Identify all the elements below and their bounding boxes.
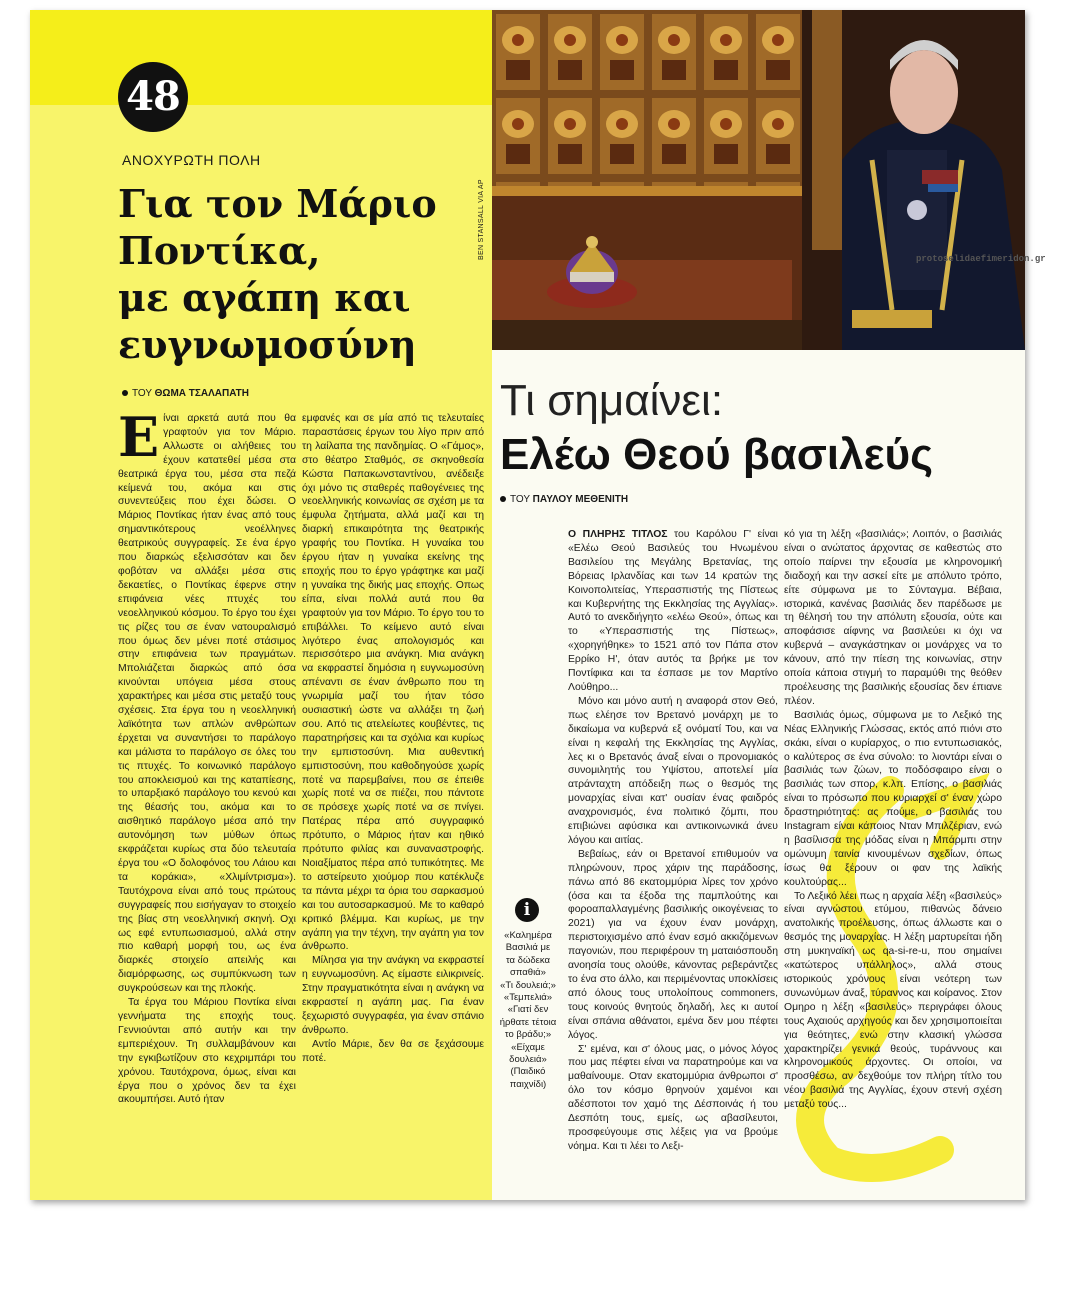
headline-line: ευγνωμοσύνη — [118, 322, 417, 367]
watermark: protoselidaefimeridon.gr — [916, 254, 1046, 264]
paragraph: Βασιλιάς όμως, σύμφωνα με το Λεξικό της Νέας Ελληνικής Γλώσσας, εκτός από πιόνι στο σκάκι, είναι ο κυρίαρχος, ο πιο εντυπωσιακός, ο καλύτερος σε ένα σύνολο: το λιοντάρι είναι ο βασιλιάς των ζώων, το ποδόσφαιρο είναι ο βασιλιάς των σπορ, κ.λπ. Επίσης, ο βασιλιάς είναι το πρόσωπο που κυριαρχεί σ' έναν χώρο δραστηριότητας: ας πούμε, ο βασιλιάς του Instagram είναι κάποιος Νταν Μπιλζέριαν, ενώ η βασίλισσα της μόδας είναι η Μπάρμπι στην ομώνυμη ταινία κινουμένων σχεδίων, όπως ίσως θα ξέρουν οι φαν της λαϊκής κουλτούρας... — [784, 709, 1002, 888]
article1-headline — [118, 180, 488, 368]
article2-headline-line2: Ελέω Θεού βασιλεύς — [500, 430, 933, 479]
paragraph: Βεβαίως, εάν οι Βρετανοί επιθυμούν να πληρώνουν, προς χάριν της παράδοσης, πάνω από 86 εκατομμύρια λίρες τον χρόνο (όσα και τα έξοδα της παμπλούτης και φοροαπαλλαγμένης βασιλικής οικογένειας το 2021) για να έχουν έναν μονάρχη, περιστοιχισμένο από έναν εσμό ακκιζόμενων παγονιών, που περιφέρουν τη ματαιόσπουδη ανοησία τους ολούθε, κάνοντας ρεβεράντζες το ένα στο άλλο, και περιμένοντας υποκλίσεις από όλους τους υπολοίπους commoners, τους κοινούς θνητούς δηλαδή, λες κι αυτοί είναι σπάνια αθάνατοι, εμένα δεν μου πέφτει λόγος. — [568, 848, 778, 1041]
paragraph: Σ' εμένα, και σ' όλους μας, ο μόνος λόγος που μας πέφτει είναι να παρατηρούμε και να μαθαίνουμε. Οταν εκατομμύρια άνθρωποι σ' όλο τον κόσμο θρηνούν χαμένοι και αδέσποτοι τον χαμό της Δέσποινάς ή του Δεσπότη τους, εμείς, ως αβασίλευτοι, προσφεύγουμε στις λέξεις για να βρούμε νόημα. Και τι λέει το Λεξι- — [568, 1043, 778, 1152]
article2-byline — [500, 494, 628, 505]
section-label: ΑΝΟΧΥΡΩΤΗ ΠΟΛΗ — [122, 152, 261, 168]
article2-headline-line1: Τι σημαίνει: — [500, 376, 724, 425]
paragraph: Ο ΠΛΗΡΗΣ ΤΙΤΛΟΣ του Καρόλου Γ' είναι «Ελέω Θεού Βασιλεύς του Ηνωμένου Βασιλείου της Μεγάλης Βρετανίας, της Βόρειας Ιρλανδίας και των 14 κρατών της Κοινοπολιτείας, Υπερασπιστής της Πίστεως και Κυβερνήτης της Εκκλησίας της Αγγλίας». Αυτό το ανεκδιήγητο «ελέω Θεού», όπως και το «Υπερασπιστής της Πίστεως», «χορηγήθηκε» το 1521 από τον Πάπα στον Ερρίκο Η', όταν αυτός τα βρήκε με τον Ποντίφικα και τα έσπασε με τον Μαρτίνο Λούθηρο... — [568, 529, 778, 693]
newspaper-page — [30, 10, 1046, 1200]
byline-prefix: ΤΟΥ — [510, 494, 530, 505]
byline-author: ΠΑΥΛΟΥ ΜΕΘΕΝΙΤΗ — [532, 494, 629, 505]
headline-line: με αγάπη και — [118, 275, 411, 320]
paragraph: Μόνο και μόνο αυτή η αναφορά στον Θεό, πως ελέησε τον Βρετανό μονάρχη με το δικαίωμα να κυβερνά εξ ονόματί Του, και να είναι η κεφαλή της Εκκλησίας της Αγγλίας, λες κι ο Βρετανός άναξ είναι ο προνομιακός συνομιλητής του Υψίστου, αποτελεί μία ατράνταχτη απόδειξη πως ο θεσμός της μοναρχίας είναι κατ' ουσίαν ένας φαιδρός αναχρονισμός, ένα πολιτικό ζόμπι, που επιβιώνει αφύσικα και αντικοινωνικά άνευ λόγου και αιτίας. — [568, 695, 778, 846]
article1-column-1 — [118, 405, 296, 1107]
headline-line: Για τον Μάριο — [118, 181, 437, 226]
paragraph: Μίλησα για την ανάγκη να εκφραστεί η ευγνωμοσύνη. Ας είμαστε ειλικρινείς. Στην πραγματικότητα είναι η ανάγκη να εκφραστεί η αγάπη μας. Για έναν ξεχωριστό συγγραφέα, για έναν σπάνιο άνθρωπο. — [302, 955, 484, 1036]
paragraph: Τα έργα του Μάριου Ποντίκα είναι γεννήματα της εποχής τους. Γεννιούνται από αυτήν και την εμπεριέχουν. Τη συλλαμβάνουν και την εγκιβωτίζουν στο κεχριμπάρι του χρόνου. Ταυτόχρονα, όμως, είναι και έργα που ο χρόνος δεν τα έχει ακουμπήσει. Αυτό ήταν — [118, 997, 296, 1106]
info-icon: i — [515, 898, 539, 922]
photo-credit: BEN STANSALL VIA AP — [478, 179, 485, 260]
article1-column-2 — [302, 412, 484, 1066]
byline-prefix: ΤΟΥ — [132, 388, 152, 399]
byline-author: ΘΩΜΑ ΤΣΑΛΑΠΑΤΗ — [154, 388, 249, 399]
photo-illustration — [492, 10, 1025, 350]
lead-caps: Ο ΠΛΗΡΗΣ ΤΙΤΛΟΣ — [568, 529, 668, 540]
headline-line: Ποντίκα, — [118, 228, 321, 273]
page-number-badge: 48 — [118, 62, 188, 132]
article2-column-2 — [784, 528, 1002, 1112]
paragraph: κό για τη λέξη «βασιλιάς»; Λοιπόν, ο βασιλιάς είναι ο ανώτατος άρχοντας σε καθεστώς στο οποίο παίρνει την εξουσία με κληρονομική διαδοχή και την ασκεί είτε με απόλυτο τρόπο, είτε σύμφωνα με το Σύνταγμα. Βέβαια, ιστορικά, κανένας βασιλιάς δεν παρέδωσε με τη θέλησή του την απόλυτη εξουσία, ούτε και αποφάσισε αίφνης να βασιλεύει κι όχι να κυβερνά – αναγκάστηκαν οι μονάρχες να το κάνουν, από την πίεση της κοινωνίας, στην οποία κάποια στιγμή το παραμύθι της θεόθεν προέλευσης της βασιλικής εξουσίας δεν έπιανε πλέον. — [784, 529, 1002, 707]
paragraph: Αντίο Μάριε, δεν θα σε ξεχάσουμε ποτέ. — [302, 1038, 484, 1064]
paragraph: Είναι αρκετά αυτά που θα γραφτούν για τον Μάριο. Αλλωστε οι αλήθειες του έχουν κατατεθεί μέσα στα θεατρικά έργα του, μέσα στα πεζά κείμενά του, ακόμα και στις συνεντεύξεις που έχει δώσει. Ο Μάριος Ποντίκας ήταν ένας από τους σημαντικότερους νεοέλληνες θεατρικούς συγγραφείς. Σε ένα έργο που διαρκώς εξελισσόταν και δεν φοβόταν να αλλάξει μέσα στις δεκαετίες, ο Ποντίκας έφερνε στην επιφάνεια νέες πτυχές του νεοελληνικού κόσμου. Το έργο του έχει τις ρίζες του σε έναν νατουραλισμό που όμως δεν μένει ποτέ στάσιμος στην επιφάνεια των πραγμάτων. Μπολιάζεται διαρκώς από όσα κινούνται υπόγεια μέσα στους χαρακτήρες και μέσα στις μεταξύ τους σχέσεις. Στα έργα του η νεοελληνική λαϊκότητα των απλών ανθρώπων έρχεται να συναντήσει το παράλογο και μάλιστα το παράλογο σε όλες του τις πτυχές. Το κοινωνικό παράλογο του αποκλεισμού και της καταπίεσης, το υπαρξιακό παράλογο του κενού και της θέασής του, ακόμα και το αισθητικό παράλογο μέσα από την αυτονόμηση των μύθων όπως εκφράζεται κυρίως στα δύο τελευταία έργα του «Ο δολοφόνος του Λάιου και τα κοράκια», «Χλιμίντρισμα»). Ταυτόχρονα είναι από τους πρώτους συγγραφείς που εισήγαγαν το στοιχείο της βίας στη νεοελληνική σκηνή. Οχι ως εφέ εντυπωσιασμού, αλλά στην πιο καθαρή μορφή του, ως ένα διαρκές στοιχείο απειλής και διαμόρφωσης, ως συμπύκνωση των συγκρούσεων και της πλοκής. — [118, 405, 296, 995]
info-box: «Καλημέρα Βασιλιά με τα δώδεκα σπαθιά» «Τι δουλειά;» «Τεμπελιά» «Γιατί δεν ήρθατε τέτοια το βράδυ;» «Είχαμε δουλειά» (Παιδικό παιχνίδι) — [499, 930, 557, 1090]
bullet-icon — [500, 496, 506, 502]
king-charles-photo — [492, 10, 1025, 350]
article1-byline — [122, 388, 249, 399]
article2-column-1 — [568, 528, 778, 1154]
top-yellow-band — [30, 10, 492, 105]
bullet-icon — [122, 390, 128, 396]
drop-cap: Ε — [118, 405, 160, 469]
paragraph: εμφανές και σε μία από τις τελευταίες παραστάσεις έργων του λίγο πριν από τη λαίλαπα της πανδημίας. Ο «Γάμος», στο θέατρο Σταθμός, σε σκηνοθεσία Κώστα Παπακωνσταντίνου, ανέδειξε όχι μόνο τις σταθερές παθογένειες της νεοελληνικής κοινωνίας σε σχέση με τα έμφυλα ζητήματα, αλλά μαζί και τη διαρκή επικαιρότητα της θεατρικής γραφής του Ποντίκα. Η γυναίκα του έργου ήταν η γυναίκα εκείνης της εποχής που το έργο γράφτηκε και μαζί η γυναίκα της δικής μας εποχής. Οπως είπα, είναι πολλά αυτά που θα γραφτούν για τον Μάριο. Το έργο του το επιβάλλει. Το κείμενο αυτό είναι λιγότερο ένας απολογισμός και περισσότερο μια ανάγκη. Μια ανάγκη να εκφραστεί δημόσια η ευγνωμοσύνη απέναντι σε έναν άνθρωπο που τη γνωριμία μαζί του ήταν τόσο ουσιαστική ώστε να αλλάξει τη ζωή σου. Από τις ατελείωτες κουβέντες, τις παρατηρήσεις και τα σχόλια και κυρίως την εμπιστοσύνη. Μια αυθεντική εμπιστοσύνη, που καθοδηγούσε χωρίς ποτέ να παρεμβαίνει, που σε έπειθε χωρίς ποτέ να σε πιέζει, που πάντοτε σε πρόσεχε χωρίς ποτέ να σε πνίγει. Πατέρας πέρα από συγγραφικό πρότυπο, ο Μάριος ήταν και ηθικό πρότυπο φιλίας και συναναστροφής. Νοιαξίματος πέρα από τυπικότητες. Με το αστείρευτο χιούμορ που κατέκλυζε τα πάντα μέχρι τα όρια του σαρκασμού και του αυτοσαρκασμού. Με το καθαρό κριτικό βλέμμα. Και κυρίως, με την αγάπη για την τέχνη, την αγάπη για τον άνθρωπο. — [302, 413, 484, 953]
paragraph: Το Λεξικό λέει πως η αρχαία λέξη «βασιλεύς» είναι αγνώστου ετύμου, πιθανώς δάνειο ανατολικής προέλευσης, όπως άλλωστε και ο θεσμός της μοναρχίας. Η λέξη μαρτυρείται ήδη στη μυκηναϊκή ως qa-si-re-u, που σημαίνει «κατώτερος υπάλληλος», αλλά στους ιστορικούς χρόνους είναι νεότερη των συνωνύμων άναξ, τύραννος και κοίρανος. Στον Ομηρο η λέξη «βασιλεύς» περιγράφει όλους τους Αχαιούς αρχηγούς και δεν χρησιμοποιείται για θεότητες, ενώ στην κλασική γλώσσα χαρακτηρίζει γενικά θεούς, τυράννους και κληρονομικούς άρχοντες. Οι οποίοι, να προσθέσω, αν δεχθούμε τον πλήρη τίτλο του νέου βασιλιά της Αγγλίας, έχουν στενή σχέση μεταξύ τους... — [784, 890, 1002, 1111]
